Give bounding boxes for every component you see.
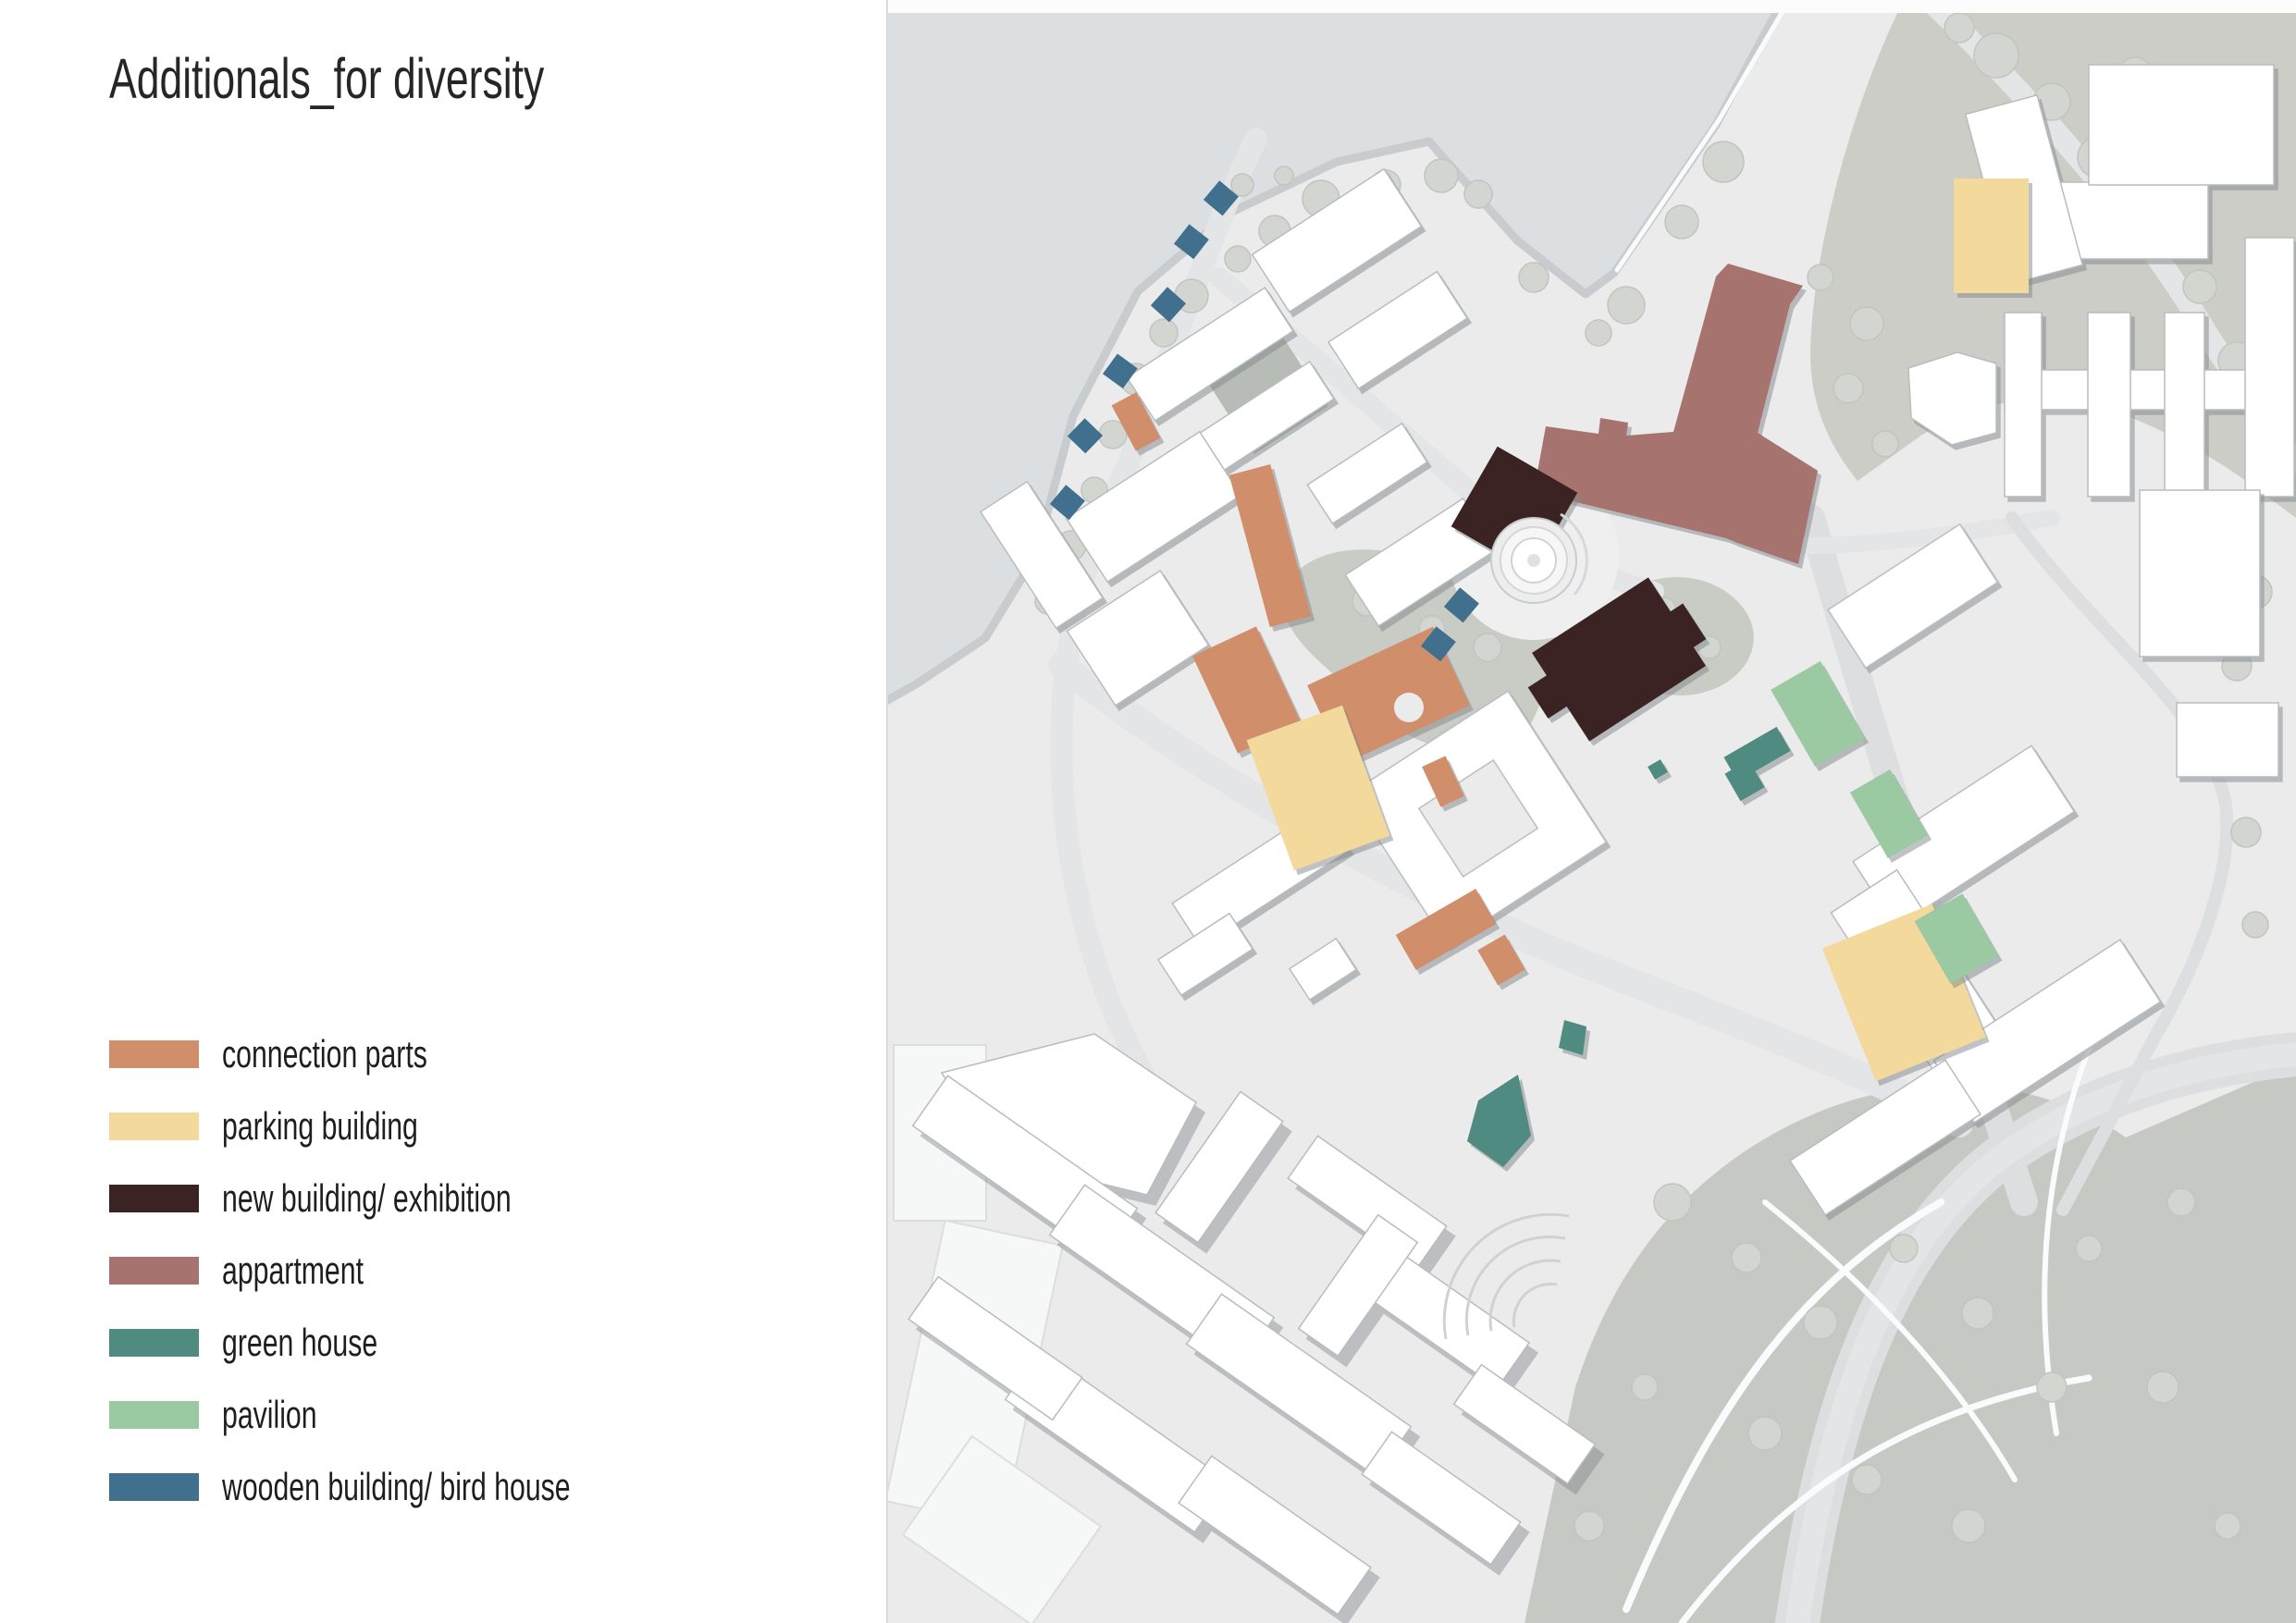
legend-item-green-house [109,1321,706,1364]
legend-item-pavilion [109,1393,706,1436]
legend-label-connection-parts: connection parts [222,1032,427,1076]
legend-swatch-connection-parts [109,1040,199,1068]
left-panel [0,0,886,1623]
legend-label-appartment: appartment [222,1248,364,1292]
legend-swatch-pavilion [109,1401,199,1429]
legend-item-parking-building [109,1104,706,1148]
legend-item-wooden-building-bird-house [109,1465,706,1508]
legend-item-appartment [109,1248,706,1292]
page-title: Additionals_for diversity [109,47,545,110]
legend [109,1032,706,1545]
legend-swatch-new-building-exhibition [109,1185,199,1212]
legend-label-new-building-exhibition: new building/ exhibition [222,1176,512,1220]
legend-swatch-wooden-building-bird-house [109,1473,199,1501]
legend-swatch-green-house [109,1329,199,1357]
legend-label-parking-building: parking building [222,1104,418,1148]
legend-label-wooden-building-bird-house: wooden building/ bird house [222,1465,571,1508]
legend-label-green-house: green house [222,1321,378,1364]
legend-swatch-appartment [109,1257,199,1285]
legend-swatch-parking-building [109,1113,199,1140]
legend-label-pavilion: pavilion [222,1393,317,1436]
site-plan-map [886,0,2296,1623]
legend-item-connection-parts [109,1032,706,1076]
legend-item-new-building-exhibition [109,1176,706,1220]
connection-part-hole [1394,693,1424,722]
